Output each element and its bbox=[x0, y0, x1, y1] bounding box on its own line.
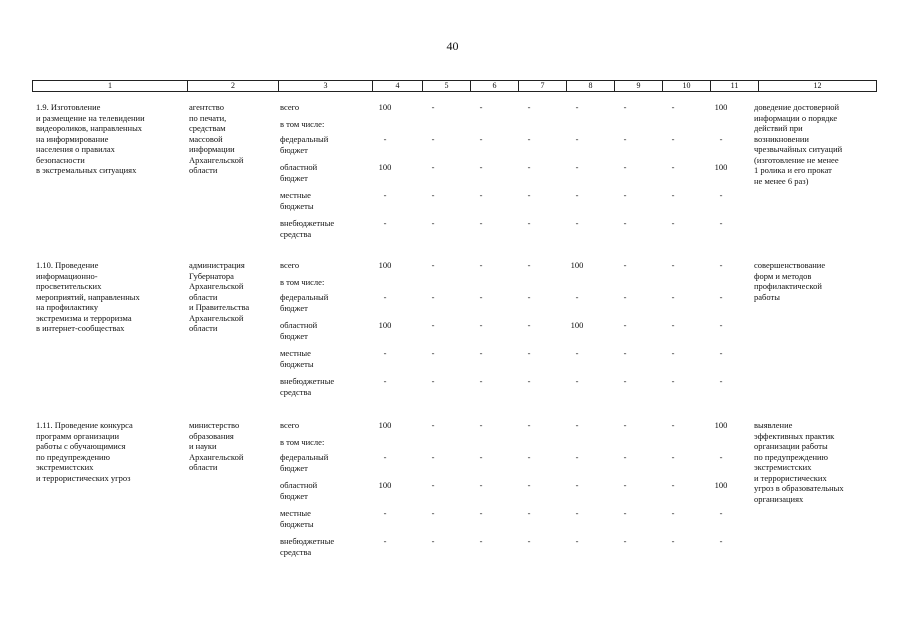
funding-source-label: федеральный бюджет bbox=[280, 134, 329, 155]
funding-value: - bbox=[623, 134, 627, 144]
funding-value: - bbox=[719, 452, 723, 462]
funding-value: - bbox=[431, 320, 435, 330]
funding-value: - bbox=[527, 190, 531, 200]
funding-value: - bbox=[479, 162, 483, 172]
funding-value: - bbox=[527, 320, 531, 330]
funding-value: - bbox=[527, 420, 531, 430]
funding-source-label: местные бюджеты bbox=[280, 190, 314, 211]
funding-value: - bbox=[671, 420, 675, 430]
funding-value: - bbox=[671, 260, 675, 270]
measure-expected-result: выявление эффективных практик организации работы по предупреждению экстремистских и террористических угроз в образовательных организациях bbox=[754, 420, 844, 504]
funding-value: - bbox=[527, 508, 531, 518]
funding-value: - bbox=[431, 190, 435, 200]
funding-value: - bbox=[383, 134, 387, 144]
measure-executor: администрация Губернатора Архангельской области и Правительства Архангельской области bbox=[189, 260, 250, 333]
column-number: 5 bbox=[423, 81, 471, 92]
funding-value: - bbox=[383, 376, 387, 386]
measure-expected-result: совершенствование форм и методов профилактической работы bbox=[754, 260, 826, 302]
funding-source-label: всего bbox=[280, 260, 300, 270]
funding-value: - bbox=[431, 260, 435, 270]
funding-value: - bbox=[431, 292, 435, 302]
measure-expected-result: доведение достоверной информации о порядке действий при возникновении чрезвычайных ситуаций (изготовление не менее 1 ролика и его прокат не менее 6 раз) bbox=[754, 102, 843, 186]
funding-value: - bbox=[671, 218, 675, 228]
column-number: 12 bbox=[759, 81, 877, 92]
funding-value: - bbox=[719, 508, 723, 518]
funding-value: - bbox=[431, 348, 435, 358]
funding-value: - bbox=[719, 218, 723, 228]
funding-value: - bbox=[527, 102, 531, 112]
funding-value: - bbox=[479, 320, 483, 330]
funding-value: - bbox=[719, 536, 723, 546]
funding-value: - bbox=[479, 190, 483, 200]
funding-value: - bbox=[719, 320, 723, 330]
funding-value: - bbox=[671, 320, 675, 330]
funding-source-label: областной бюджет bbox=[280, 480, 318, 501]
funding-value: - bbox=[383, 508, 387, 518]
funding-value: 100 bbox=[378, 162, 392, 172]
funding-value: - bbox=[575, 348, 579, 358]
funding-value: - bbox=[527, 134, 531, 144]
funding-value: - bbox=[623, 162, 627, 172]
column-number: 2 bbox=[188, 81, 279, 92]
funding-value: - bbox=[431, 102, 435, 112]
funding-value: - bbox=[479, 452, 483, 462]
funding-value: - bbox=[575, 480, 579, 490]
funding-value: - bbox=[623, 320, 627, 330]
funding-value: - bbox=[623, 260, 627, 270]
funding-value: - bbox=[575, 218, 579, 228]
funding-value: 100 bbox=[378, 102, 392, 112]
funding-value: - bbox=[719, 260, 723, 270]
funding-value: - bbox=[479, 218, 483, 228]
funding-value: - bbox=[479, 260, 483, 270]
funding-value: - bbox=[575, 292, 579, 302]
funding-value: - bbox=[671, 376, 675, 386]
funding-value: 100 bbox=[378, 480, 392, 490]
column-number: 10 bbox=[663, 81, 711, 92]
funding-value: - bbox=[527, 162, 531, 172]
funding-value: 100 bbox=[714, 162, 728, 172]
funding-value: - bbox=[431, 134, 435, 144]
funding-value: - bbox=[527, 218, 531, 228]
funding-value: - bbox=[383, 190, 387, 200]
funding-source-label: всего bbox=[280, 420, 300, 430]
funding-value: - bbox=[479, 508, 483, 518]
funding-value: - bbox=[671, 162, 675, 172]
funding-value: - bbox=[719, 292, 723, 302]
funding-value: 100 bbox=[570, 260, 584, 270]
funding-value: - bbox=[479, 376, 483, 386]
funding-value: - bbox=[527, 348, 531, 358]
funding-source-label: местные бюджеты bbox=[280, 348, 314, 369]
column-number: 7 bbox=[519, 81, 567, 92]
funding-value: - bbox=[527, 292, 531, 302]
funding-value: - bbox=[623, 480, 627, 490]
funding-value: - bbox=[431, 420, 435, 430]
funding-value: - bbox=[671, 480, 675, 490]
funding-source-label: в том числе: bbox=[280, 277, 325, 287]
funding-source-label: в том числе: bbox=[280, 119, 325, 129]
funding-value: 100 bbox=[570, 320, 584, 330]
measure-executor: агентство по печати, средствам массовой информации Архангельской области bbox=[189, 102, 244, 175]
funding-value: - bbox=[527, 376, 531, 386]
measure-name: 1.10. Проведение информационно- просветительских мероприятий, направленных на профилактику экстремизма и терроризма в интернет-сообществах bbox=[36, 260, 140, 333]
funding-value: 100 bbox=[714, 480, 728, 490]
measure-executor: министерство образования и науки Архангельской области bbox=[189, 420, 244, 472]
funding-value: - bbox=[575, 102, 579, 112]
funding-value: - bbox=[623, 508, 627, 518]
funding-value: - bbox=[719, 376, 723, 386]
funding-value: - bbox=[575, 536, 579, 546]
funding-value: 100 bbox=[714, 102, 728, 112]
funding-value: - bbox=[431, 376, 435, 386]
funding-value: - bbox=[671, 452, 675, 462]
funding-source-label: всего bbox=[280, 102, 300, 112]
funding-value: - bbox=[623, 536, 627, 546]
measure-name: 1.9. Изготовление и размещение на телевидении видеороликов, направленных на информирование населения о правилах безопасности в экстремальных ситуациях bbox=[36, 102, 145, 175]
funding-value: - bbox=[383, 218, 387, 228]
funding-value: - bbox=[623, 292, 627, 302]
column-number: 3 bbox=[279, 81, 373, 92]
funding-value: - bbox=[575, 376, 579, 386]
funding-value: - bbox=[431, 480, 435, 490]
measure-section bbox=[32, 260, 875, 410]
funding-value: - bbox=[623, 190, 627, 200]
measure-section bbox=[32, 420, 875, 570]
measure-section bbox=[32, 102, 875, 252]
funding-value: - bbox=[431, 536, 435, 546]
column-number: 8 bbox=[567, 81, 615, 92]
funding-value: - bbox=[383, 292, 387, 302]
funding-value: - bbox=[671, 134, 675, 144]
funding-value: - bbox=[623, 420, 627, 430]
funding-source-label: внебюджетные средства bbox=[280, 376, 335, 397]
column-header-row bbox=[32, 80, 877, 92]
funding-value: - bbox=[719, 134, 723, 144]
funding-value: - bbox=[623, 452, 627, 462]
funding-value: - bbox=[527, 260, 531, 270]
funding-value: - bbox=[479, 480, 483, 490]
funding-value: 100 bbox=[378, 260, 392, 270]
funding-value: - bbox=[479, 536, 483, 546]
column-number: 11 bbox=[711, 81, 759, 92]
funding-value: - bbox=[575, 162, 579, 172]
funding-value: - bbox=[671, 292, 675, 302]
funding-source-label: федеральный бюджет bbox=[280, 292, 329, 313]
funding-source-label: внебюджетные средства bbox=[280, 218, 335, 239]
funding-value: - bbox=[719, 348, 723, 358]
funding-value: - bbox=[527, 452, 531, 462]
funding-value: 100 bbox=[378, 320, 392, 330]
column-number: 6 bbox=[471, 81, 519, 92]
funding-value: - bbox=[479, 292, 483, 302]
column-number: 9 bbox=[615, 81, 663, 92]
funding-value: - bbox=[431, 508, 435, 518]
funding-value: - bbox=[623, 102, 627, 112]
funding-source-label: федеральный бюджет bbox=[280, 452, 329, 473]
funding-value: - bbox=[671, 508, 675, 518]
funding-value: - bbox=[383, 348, 387, 358]
funding-value: - bbox=[671, 348, 675, 358]
funding-value: - bbox=[671, 190, 675, 200]
funding-value: 100 bbox=[714, 420, 728, 430]
funding-value: - bbox=[575, 134, 579, 144]
funding-value: - bbox=[623, 376, 627, 386]
funding-value: - bbox=[527, 480, 531, 490]
funding-value: - bbox=[623, 348, 627, 358]
measure-name: 1.11. Проведение конкурса программ организации работы с обучающимися по предупреждению экстремистских и террористических угроз bbox=[36, 420, 133, 483]
page-number: 40 bbox=[446, 39, 459, 53]
funding-value: - bbox=[575, 420, 579, 430]
funding-value: - bbox=[479, 102, 483, 112]
column-number: 1 bbox=[33, 81, 188, 92]
funding-source-label: местные бюджеты bbox=[280, 508, 314, 529]
column-number: 4 bbox=[373, 81, 423, 92]
funding-value: 100 bbox=[378, 420, 392, 430]
funding-value: - bbox=[575, 190, 579, 200]
funding-value: - bbox=[719, 190, 723, 200]
funding-value: - bbox=[671, 536, 675, 546]
funding-value: - bbox=[383, 536, 387, 546]
funding-value: - bbox=[431, 218, 435, 228]
funding-value: - bbox=[575, 508, 579, 518]
funding-value: - bbox=[383, 452, 387, 462]
funding-value: - bbox=[431, 162, 435, 172]
funding-source-label: областной бюджет bbox=[280, 162, 318, 183]
funding-value: - bbox=[575, 452, 579, 462]
funding-source-label: областной бюджет bbox=[280, 320, 318, 341]
funding-value: - bbox=[431, 452, 435, 462]
funding-value: - bbox=[479, 348, 483, 358]
funding-value: - bbox=[671, 102, 675, 112]
funding-source-label: внебюджетные средства bbox=[280, 536, 335, 557]
funding-source-label: в том числе: bbox=[280, 437, 325, 447]
funding-value: - bbox=[527, 536, 531, 546]
funding-value: - bbox=[479, 134, 483, 144]
funding-value: - bbox=[623, 218, 627, 228]
funding-value: - bbox=[479, 420, 483, 430]
